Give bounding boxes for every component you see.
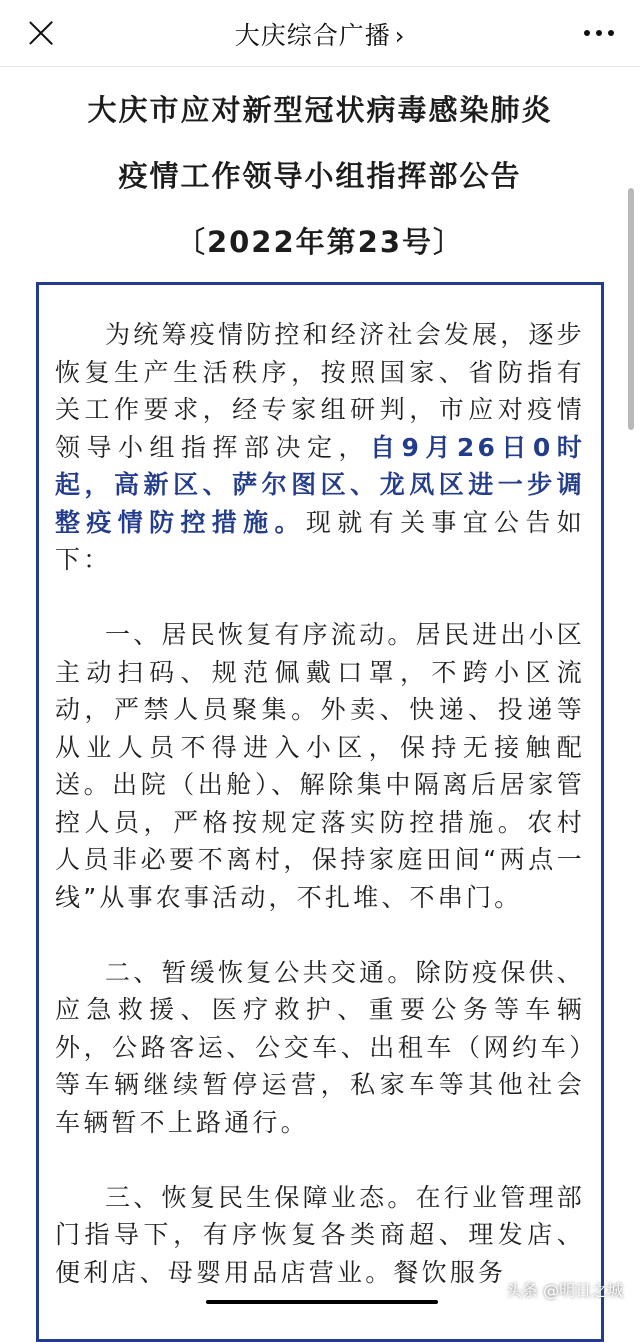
announcement-body bbox=[55, 316, 585, 1291]
article-title-line-1: 大庆市应对新型冠状病毒感染肺炎 bbox=[87, 93, 553, 127]
announcement-number: 〔2022年第23号〕 bbox=[175, 225, 465, 259]
account-name: 大庆综合广播 bbox=[234, 21, 391, 50]
section-1-paragraph: 一、居民恢复有序流动。居民进出小区主动扫码、规范佩戴口罩，不跨小区流动，严禁人员聚集。外卖、快递、投递等从业人员不得进入小区，保持无接触配送。出院（出舱）、解除集中隔离后居家管控人员，严格按规定落实防控措施。农村人员非必要不离村，保持家庭田间“两点一线”从事农事活动，不扎堆、不串门。 bbox=[55, 620, 585, 912]
section-2-paragraph: 二、暂缓恢复公共交通。除防疫保供、应急救援、医疗救护、重要公务等车辆外，公路客运、公交车、出租车（网约车）等车辆继续暂停运营，私家车等其他社会车辆暂不上路通行。 bbox=[55, 957, 585, 1137]
intro-highlight: 自9月26日0时起，高新区、萨尔图区、龙凤区进一步调整疫情防控措施。 bbox=[55, 432, 585, 537]
scrollbar[interactable] bbox=[628, 188, 634, 430]
chevron-right-icon: › bbox=[394, 22, 406, 50]
more-options-icon[interactable] bbox=[584, 30, 614, 38]
watermark: 头条 @明日之城 bbox=[506, 1281, 624, 1300]
intro-paragraph bbox=[55, 316, 585, 579]
intro-text: 为统筹疫情防控和经济社会发展，逐步恢复生产生活秩序，按照国家、省防指有关工作要求，经专家组研判，市应对疫情领导小组指挥部决定， bbox=[55, 320, 585, 462]
top-navigation-bar bbox=[0, 0, 640, 67]
article-title-line-2: 疫情工作领导小组指挥部公告 bbox=[118, 159, 522, 193]
section-3-paragraph: 三、恢复民生保障业态。在行业管理部门指导下，有序恢复各类商超、理发店、便利店、母婴用品店营业。餐饮服务 bbox=[55, 1182, 585, 1287]
account-name-link[interactable] bbox=[0, 16, 640, 52]
home-indicator bbox=[206, 1300, 438, 1304]
intro-text-end: 现就有关事宜公告如下： bbox=[55, 507, 585, 574]
